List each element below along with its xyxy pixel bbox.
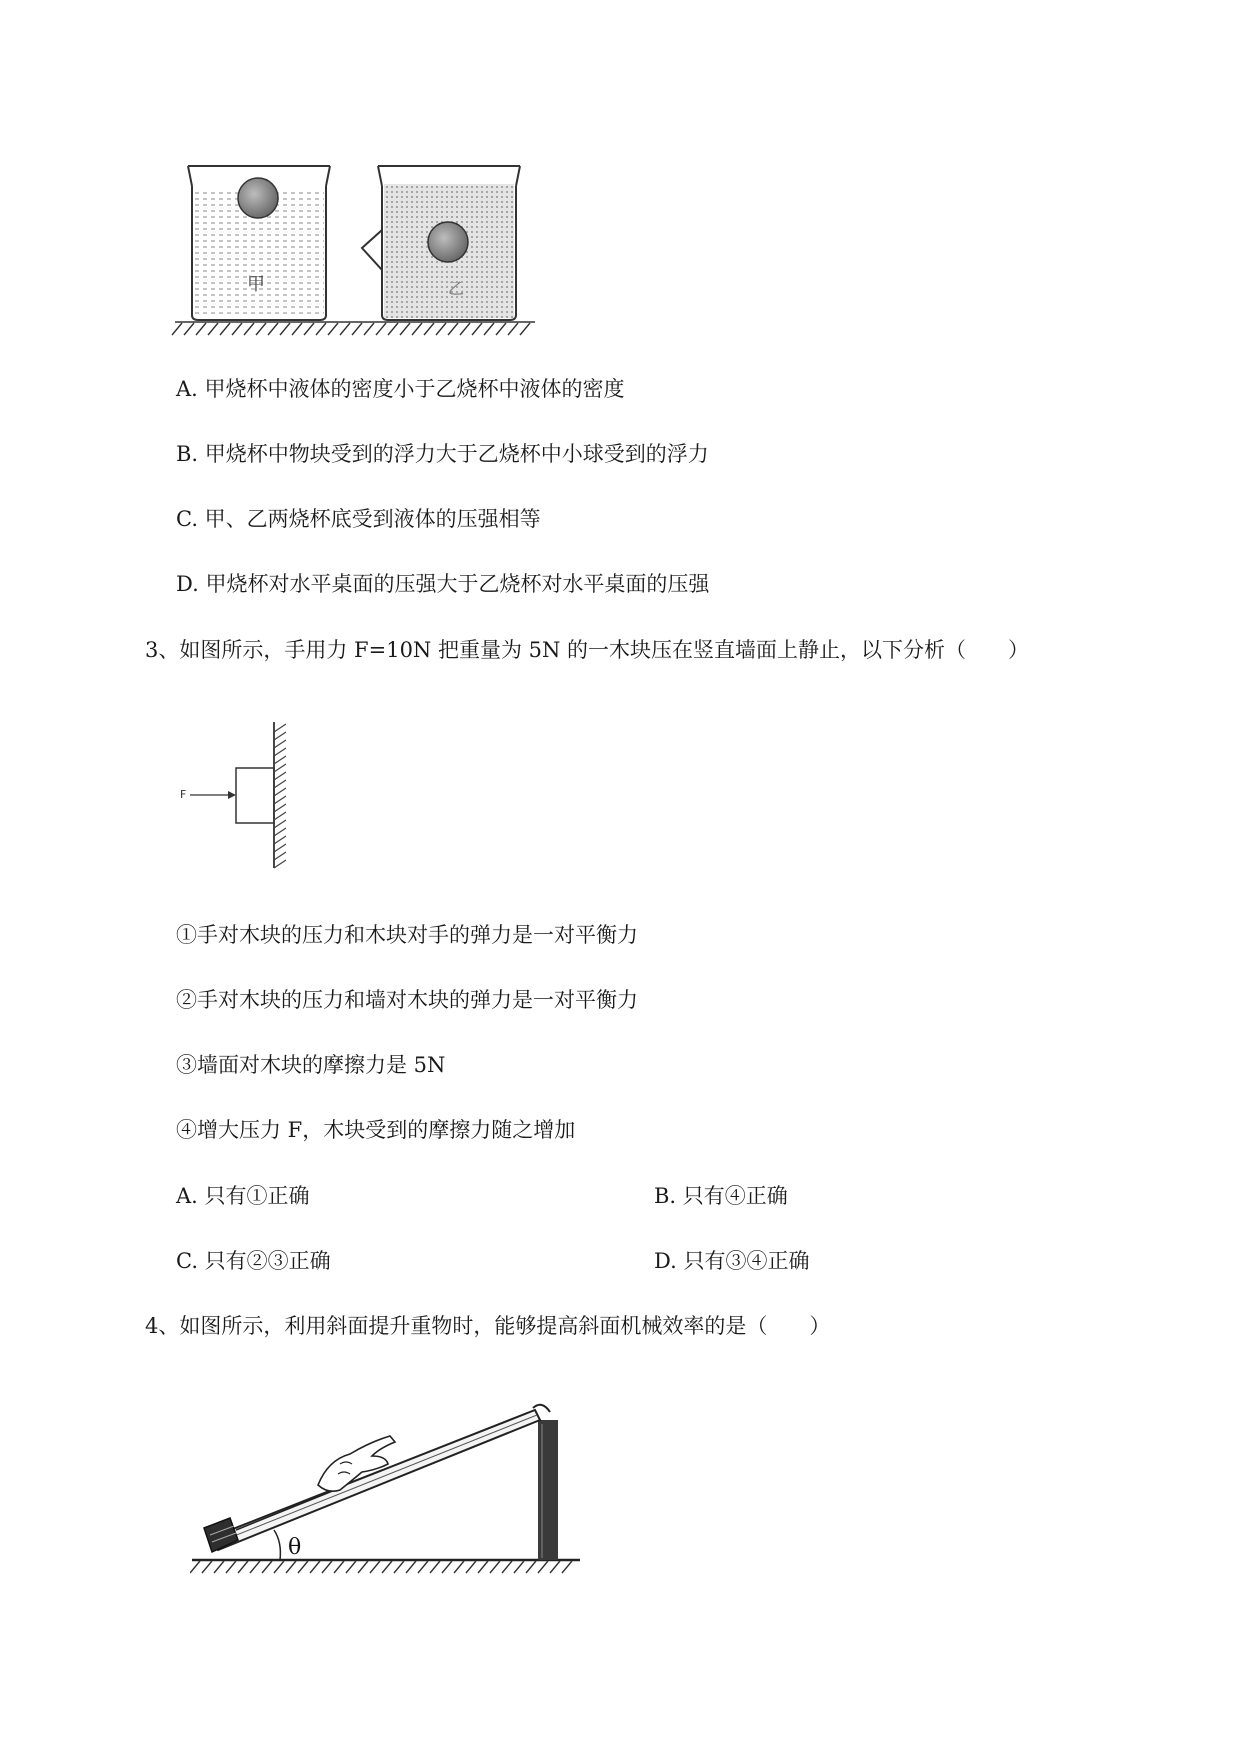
beaker-left-label: 甲 — [247, 274, 265, 295]
support-post — [538, 1420, 558, 1560]
q2-option-d: D. 甲烧杯对水平桌面的压强大于乙烧杯对水平桌面的压强 — [176, 572, 710, 596]
q3-statement-4: ④增大压力 F，木块受到的摩擦力随之增加 — [176, 1118, 576, 1142]
q3-stem: 3、如图所示，手用力 F=10N 把重量为 5N 的一木块压在竖直墙面上静止，以下分析（ ） — [145, 638, 1030, 662]
angle-label: θ — [288, 1535, 302, 1560]
q3-option-a: A. 只有①正确 — [176, 1184, 310, 1208]
beakers-figure — [170, 160, 540, 340]
small-ball-right — [428, 222, 468, 262]
ground-hatching — [190, 1561, 572, 1573]
q3-option-d: D. 只有③④正确 — [654, 1249, 810, 1273]
q3-statement-3: ③墙面对木块的摩擦力是 5N — [176, 1053, 446, 1077]
q3-statement-1: ①手对木块的压力和木块对手的弹力是一对平衡力 — [176, 923, 638, 947]
incline-figure — [190, 1390, 590, 1580]
q2-option-a: A. 甲烧杯中液体的密度小于乙烧杯中液体的密度 — [176, 377, 625, 401]
q2-option-b: B. 甲烧杯中物块受到的浮力大于乙烧杯中小球受到的浮力 — [176, 442, 709, 466]
beaker-right-label: 乙 — [447, 279, 465, 298]
wall-block-figure — [176, 720, 306, 870]
wall-hatching — [274, 724, 286, 868]
beaker-right — [362, 166, 520, 320]
weight-block — [204, 1518, 238, 1552]
q2-option-c: C. 甲、乙两烧杯底受到液体的压强相等 — [176, 507, 541, 531]
q3-option-b: B. 只有④正确 — [654, 1184, 788, 1208]
force-arrow-head — [228, 791, 236, 799]
q4-stem: 4、如图所示，利用斜面提升重物时，能够提高斜面机械效率的是（ ） — [145, 1314, 831, 1338]
q3-option-c: C. 只有②③正确 — [176, 1249, 331, 1273]
angle-arc — [274, 1530, 280, 1560]
wood-block — [236, 768, 274, 823]
block-ball-left — [238, 178, 278, 218]
force-label: F — [180, 788, 187, 801]
pull-string — [236, 1490, 335, 1530]
table-surface — [172, 322, 535, 335]
q3-statement-2: ②手对木块的压力和墙对木块的弹力是一对平衡力 — [176, 988, 638, 1012]
beaker-left — [188, 166, 330, 320]
